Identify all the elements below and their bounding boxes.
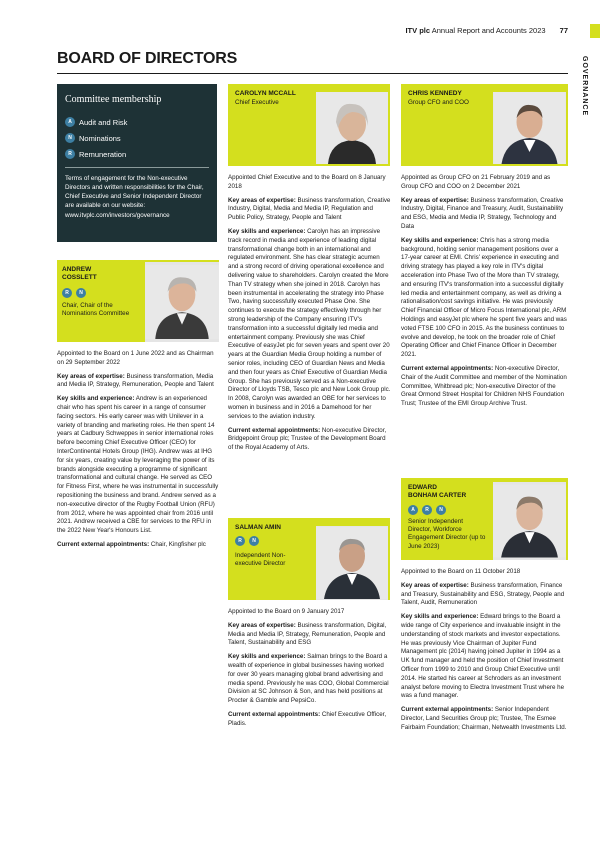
- director-bio-chris-kennedy: [401, 174, 568, 414]
- nominations-badge-icon: N: [65, 133, 75, 143]
- portrait-icon: [493, 482, 566, 560]
- director-appointed: Appointed as Group CFO on 21 February 2019 and as Group CFO and COO on 2 December 2021: [401, 174, 551, 190]
- director-photo: [316, 526, 388, 600]
- committee-title: Committee membership: [65, 94, 162, 105]
- external-label: Current external appointments:: [228, 710, 321, 718]
- director-name: CAROLYN MCCALL: [235, 90, 296, 97]
- skills-label: Key skills and experience:: [228, 227, 306, 235]
- director-photo: [493, 92, 566, 164]
- areas-text: Business transformation, Finance and Treasury, Sustainability and ESG, Strategy, People and Talent, Audit, Remuneration: [401, 581, 565, 607]
- director-name: [408, 484, 466, 501]
- portrait-icon: [145, 262, 219, 342]
- skills-label: Key skills and experience:: [57, 395, 135, 403]
- committee-item-label: Remuneration: [79, 149, 127, 159]
- portrait-icon: [493, 92, 566, 164]
- committee-item-remuneration: [65, 149, 209, 159]
- areas-text: Business transformation, Digital, Media and Media IP, Strategy, Remuneration, People and Talent, Sustainability and ESG: [228, 621, 387, 647]
- director-photo: [316, 92, 388, 164]
- director-card-salman-amin: [228, 518, 390, 600]
- external-label: Current external appointments:: [228, 426, 321, 434]
- page-number: 77: [559, 26, 568, 35]
- areas-label: Key areas of expertise:: [401, 581, 469, 589]
- page-header: [405, 26, 568, 35]
- director-areas: [401, 197, 568, 232]
- remuneration-badge-icon: R: [65, 149, 75, 159]
- director-role: Chief Executive: [235, 99, 279, 106]
- director-card-edward-bonham-carter: [401, 478, 568, 560]
- areas-label: Key areas of expertise:: [228, 621, 296, 629]
- skills-text: Andrew is an experienced chair who has spent his career in a range of consumer facing sectors. His early career was with Unilever in a variety of branding and marketing roles. He then spent 14 years at Cadbury Schweppes in senior international roles before becoming Chief Executive Officer (CEO) for InterContinental Hotels Group (IHG). Andrew was at IHG for six years, creating value by leveraging the power of its brands alongside executing a programme of significant transformational and cultural change. He served as CEO for Fitness First, where he was instrumental in successfully repositioning the business and brand. Andrew served as a non-executive director of the Rugby Football Union (RFU) from 2012, where he was appointed chair from 2016 until 2021. Andrew received a CBE for services to the RFU in the 2022 New Year's Honours List.: [57, 395, 219, 535]
- section-tag: GOVERNANCE: [581, 56, 588, 117]
- areas-label: Key areas of expertise:: [401, 196, 469, 204]
- director-photo: [145, 262, 219, 342]
- areas-label: Key areas of expertise:: [57, 372, 125, 380]
- director-role: Chair, Chair of the Nominations Committee: [62, 302, 130, 318]
- external-text: Non-executive Director, Chair of the Audit Committee and member of the Nomination Committee, Whitbread plc; Non-executive Director of the Great Ormond Street Hospital for Children NHS Foundation Trust; Trustee of the EMI Group Archive Trust.: [401, 364, 567, 408]
- director-areas: [57, 373, 219, 391]
- skills-text: Chris has a strong media background, holding senior management positions over a 17-year career at EMI. Chris' experience in executing and driving strategy has played a key role in ITV's digital acceleration into Phase Two of the More than TV strategy, and ensuring ITV's transformation into a successful digitally led media and entertainment company, as well as driving a rationalisation/cost savings initiative. He was previously Chief Financial Officer of Micro Focus International plc, ARM Holdings and easyJet plc where he spent five years and was voted FTSE 100 CFO in 2015. As the business continues to evolve and develop, he took on the broader role of Chief Operating Officer and Chief Finance Officer in December 2021.: [401, 236, 567, 359]
- director-photo: [493, 482, 566, 560]
- audit-badge-icon: A: [65, 117, 75, 127]
- director-external: [401, 365, 568, 409]
- accent-bar: [590, 24, 600, 38]
- director-name-line2: BONHAM CARTER: [408, 492, 467, 500]
- committee-note: Terms of engagement for the Non-executive Directors and written responsibilities for the Chair, Chief Executive and Senior Independent Director are available on our website: www.itvplc.com/investors/governance: [65, 175, 204, 219]
- director-name-line2: COSSLETT: [62, 274, 97, 282]
- skills-label: Key skills and experience:: [401, 236, 479, 244]
- committee-badges: [235, 536, 263, 546]
- skills-label: Key skills and experience:: [401, 613, 479, 621]
- title-divider: [57, 73, 568, 74]
- director-appointed: Appointed to the Board on 11 October 2018: [401, 568, 521, 575]
- portrait-icon: [316, 92, 388, 164]
- brand-name: ITV plc: [405, 26, 431, 35]
- director-external: [57, 541, 219, 550]
- director-skills: [401, 613, 568, 701]
- committee-item-nominations: [65, 133, 209, 143]
- director-card-chris-kennedy: [401, 84, 568, 166]
- areas-label: Key areas of expertise:: [228, 196, 296, 204]
- director-areas: [401, 582, 568, 608]
- director-bio-edward-bonham-carter: [401, 568, 568, 738]
- skills-text: Edward brings to the Board a wide range of City experience and invaluable insight in the understanding of stock markets and investor expectations. He was previously Vice Chairman of Jupiter Fund Management plc (2014) having joined Jupiter in 1994 as a UK fund manager and held the position of Chief Investment Officer from 1999 to 2010 and Group Chief Executive until 2014. He started his career at Schroders as an investment analyst before moving to Electra Investment Trust where he was a fund manager.: [401, 613, 565, 700]
- skills-label: Key skills and experience:: [228, 653, 306, 661]
- committee-item-label: Nominations: [79, 133, 121, 143]
- remuneration-badge-icon: R: [422, 505, 432, 515]
- committee-badges: [62, 288, 90, 298]
- director-appointed: Appointed Chief Executive and to the Board on 8 January 2018: [228, 174, 386, 190]
- director-skills: [401, 237, 568, 360]
- director-appointed: Appointed to the Board on 1 June 2022 and as Chairman on 29 September 2022: [57, 350, 214, 366]
- director-external: [228, 427, 391, 453]
- committee-membership-panel: [57, 84, 217, 242]
- remuneration-badge-icon: R: [62, 288, 72, 298]
- director-name: SALMAN AMIN: [235, 524, 281, 531]
- areas-text: Business transformation, Creative Industry, Digital, Finance and Treasury, Audit, Sustainability and ESG, Media and Media IP, Strategy, Technology and Data: [401, 196, 564, 230]
- director-bio-salman-amin: [228, 608, 391, 734]
- skills-text: Carolyn has an impressive track record in media and experience of leading digital transformational change both in an international and regulated environment. She has clear strategic acumen and a strong record of driving operational excellence and delivering value to shareholders. Carolyn created the More Than TV strategy when she joined in 2018. Carolyn has been instrumental in accelerating the strategy into Phase Two, having successfully executed Phase One. She continues to execute the strategy effectively through her strong leadership of the Company ensuring ITV's transformation into a successful digitally led media and entertainment company. Previously she was Chief Executive of easyJet plc for seven years and spent over 20 years at the Guardian Media Group holding a number of senior roles, including CEO of Guardian News and Media and then four years as Chief Executive of Guardian Media Group. She has previously served as a Non-executive Director of Lloyds TSB, Tesco plc and New Look Group plc. In 2008, Carolyn was awarded an OBE for her services to women in business and in 2016 a Damehood for her services to the aviation industry.: [228, 227, 391, 420]
- nominations-badge-icon: N: [249, 536, 259, 546]
- director-role: Senior Independent Director, Workforce Engagement Director (up to June 2023): [408, 518, 486, 550]
- director-card-andrew-cosslett: [57, 260, 219, 342]
- director-role: Group CFO and COO: [408, 99, 469, 106]
- director-appointed: Appointed to the Board on 9 January 2017: [228, 608, 345, 615]
- audit-badge-icon: A: [408, 505, 418, 515]
- director-bio-andrew-cosslett: [57, 350, 219, 555]
- nominations-badge-icon: N: [436, 505, 446, 515]
- director-skills: [57, 395, 219, 536]
- skills-text: Salman brings to the Board a wealth of experience in global businesses having worked for over 30 years managing global brand advertising and media spend. Previously he was COO, Global Commercial Division at SC Johnson & Son, and has held positions at Procter & Gamble and PepsiCo.: [228, 653, 389, 705]
- remuneration-badge-icon: R: [235, 536, 245, 546]
- nominations-badge-icon: N: [76, 288, 86, 298]
- external-text: Chair, Kingfisher plc: [150, 540, 206, 548]
- committee-badges: [408, 505, 450, 515]
- report-title: Annual Report and Accounts 2023: [431, 26, 546, 35]
- portrait-icon: [316, 526, 388, 600]
- page-title: BOARD OF DIRECTORS: [57, 50, 238, 67]
- director-role: Independent Non-executive Director: [235, 552, 286, 568]
- external-label: Current external appointments:: [57, 540, 150, 548]
- director-name-line1: EDWARD: [408, 484, 437, 491]
- director-skills: [228, 228, 391, 422]
- director-bio-carolyn-mccall: [228, 174, 391, 458]
- external-text: Senior Independent Director, Land Securities Group plc; Trustee, The Esmee Fairbairn Foundation; Chairman, Netwealth Investments Ltd.: [401, 706, 567, 731]
- director-areas: [228, 622, 391, 648]
- director-card-carolyn-mccall: [228, 84, 390, 166]
- director-external: [401, 706, 568, 732]
- committee-divider: [65, 167, 209, 168]
- external-text: Chief Executive Officer, Pladis.: [228, 710, 387, 727]
- director-external: [228, 711, 391, 729]
- director-areas: [228, 197, 391, 223]
- committee-item-label: Audit and Risk: [79, 117, 128, 127]
- director-name: [62, 266, 97, 283]
- committee-item-audit: [65, 117, 209, 127]
- areas-text: Business transformation, Creative Industry, Digital, Media and Media IP, Regulation and Public Policy, Strategy, People and Talent: [228, 196, 391, 222]
- director-name-line1: ANDREW: [62, 266, 92, 273]
- external-text: Non-executive Director, Bridgepoint Group plc; Trustee of the Development Board of the Royal Academy of Arts.: [228, 426, 387, 452]
- director-name: CHRIS KENNEDY: [408, 90, 462, 97]
- external-label: Current external appointments:: [401, 364, 494, 372]
- areas-text: Business transformation, Media and Media IP, Strategy, Remuneration, People and Talent: [57, 372, 214, 389]
- external-label: Current external appointments:: [401, 706, 494, 714]
- director-skills: [228, 653, 391, 706]
